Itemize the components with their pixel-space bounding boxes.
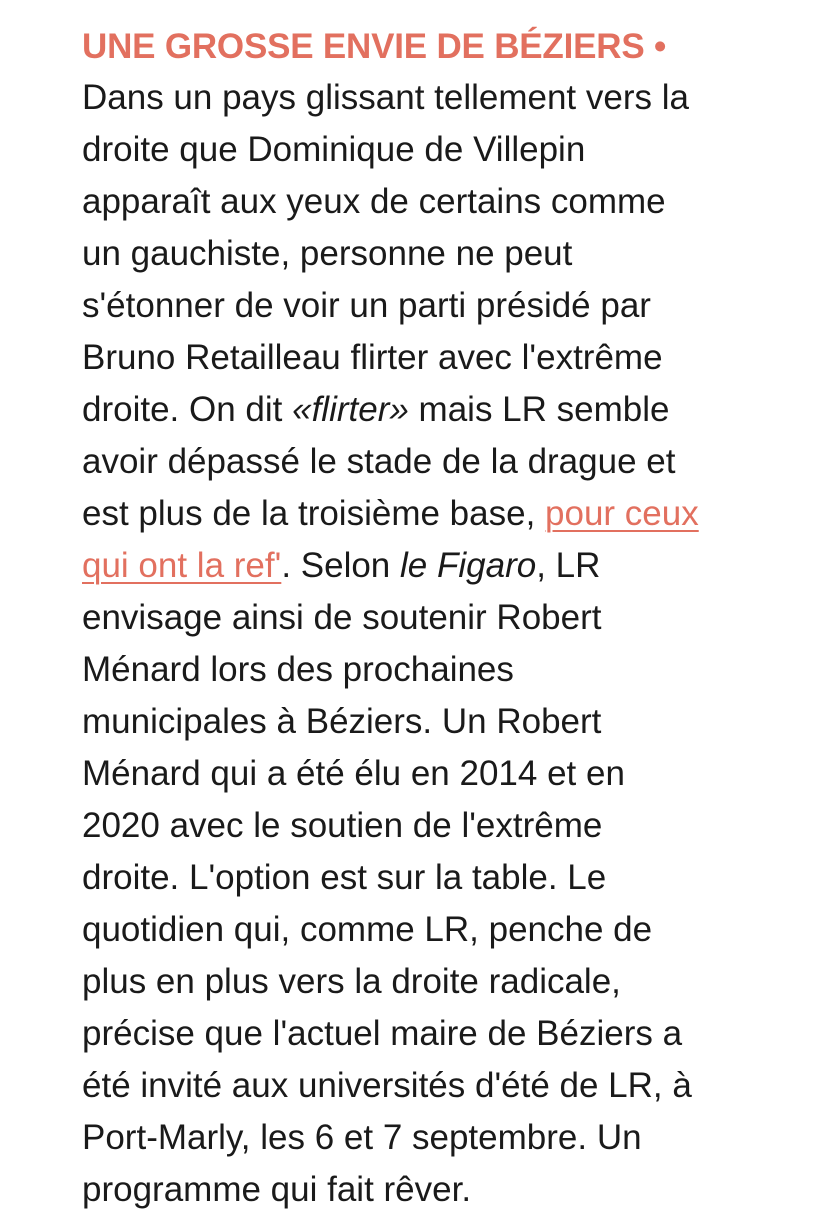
reference-link-part1[interactable]: pour ceux (545, 494, 699, 533)
body-line: apparaît aux yeux de certains comme (82, 182, 666, 221)
body-line (82, 540, 762, 592)
article-body (82, 72, 762, 1216)
body-line: droite que Dominique de Villepin (82, 130, 586, 169)
body-line: s'étonner de voir un parti présidé par (82, 286, 651, 325)
body-line: Dans un pays glissant tellement vers la (82, 78, 689, 117)
body-text-segment: droite. On dit (82, 390, 293, 429)
body-line: plus en plus vers la droite radicale, (82, 962, 621, 1001)
body-line: été invité aux universités d'été de LR, à (82, 1066, 692, 1105)
body-line: avoir dépassé le stade de la drague et (82, 442, 676, 481)
reference-link-part2[interactable]: qui ont la ref' (82, 546, 282, 585)
body-line (82, 488, 762, 540)
body-line (82, 384, 762, 436)
body-text-segment: . Selon (281, 546, 401, 585)
body-line: programme qui fait rêver. (82, 1170, 472, 1209)
article (82, 22, 762, 1216)
body-line: précise que l'actuel maire de Béziers a (82, 1014, 683, 1053)
body-line: un gauchiste, personne ne peut (82, 234, 573, 273)
article-headline: UNE GROSSE ENVIE DE BÉZIERS • (82, 27, 667, 66)
body-line: 2020 avec le soutien de l'extrême (82, 806, 603, 845)
body-text-segment: mais LR semble (408, 390, 670, 429)
quoted-word: «flirter» (292, 390, 409, 429)
body-line: Bruno Retailleau flirter avec l'extrême (82, 338, 663, 377)
body-text-segment: est plus de la troisième base, (82, 494, 546, 533)
body-line: Ménard lors des prochaines (82, 650, 514, 689)
newspaper-name: le Figaro (400, 546, 537, 585)
body-line: envisage ainsi de soutenir Robert (82, 598, 602, 637)
body-line: Ménard qui a été élu en 2014 et en (82, 754, 625, 793)
body-line: Port-Marly, les 6 et 7 septembre. Un (82, 1118, 642, 1157)
body-line: municipales à Béziers. Un Robert (82, 702, 602, 741)
body-text-segment: , LR (536, 546, 601, 585)
body-line: quotidien qui, comme LR, penche de (82, 910, 653, 949)
body-line: droite. L'option est sur la table. Le (82, 858, 607, 897)
